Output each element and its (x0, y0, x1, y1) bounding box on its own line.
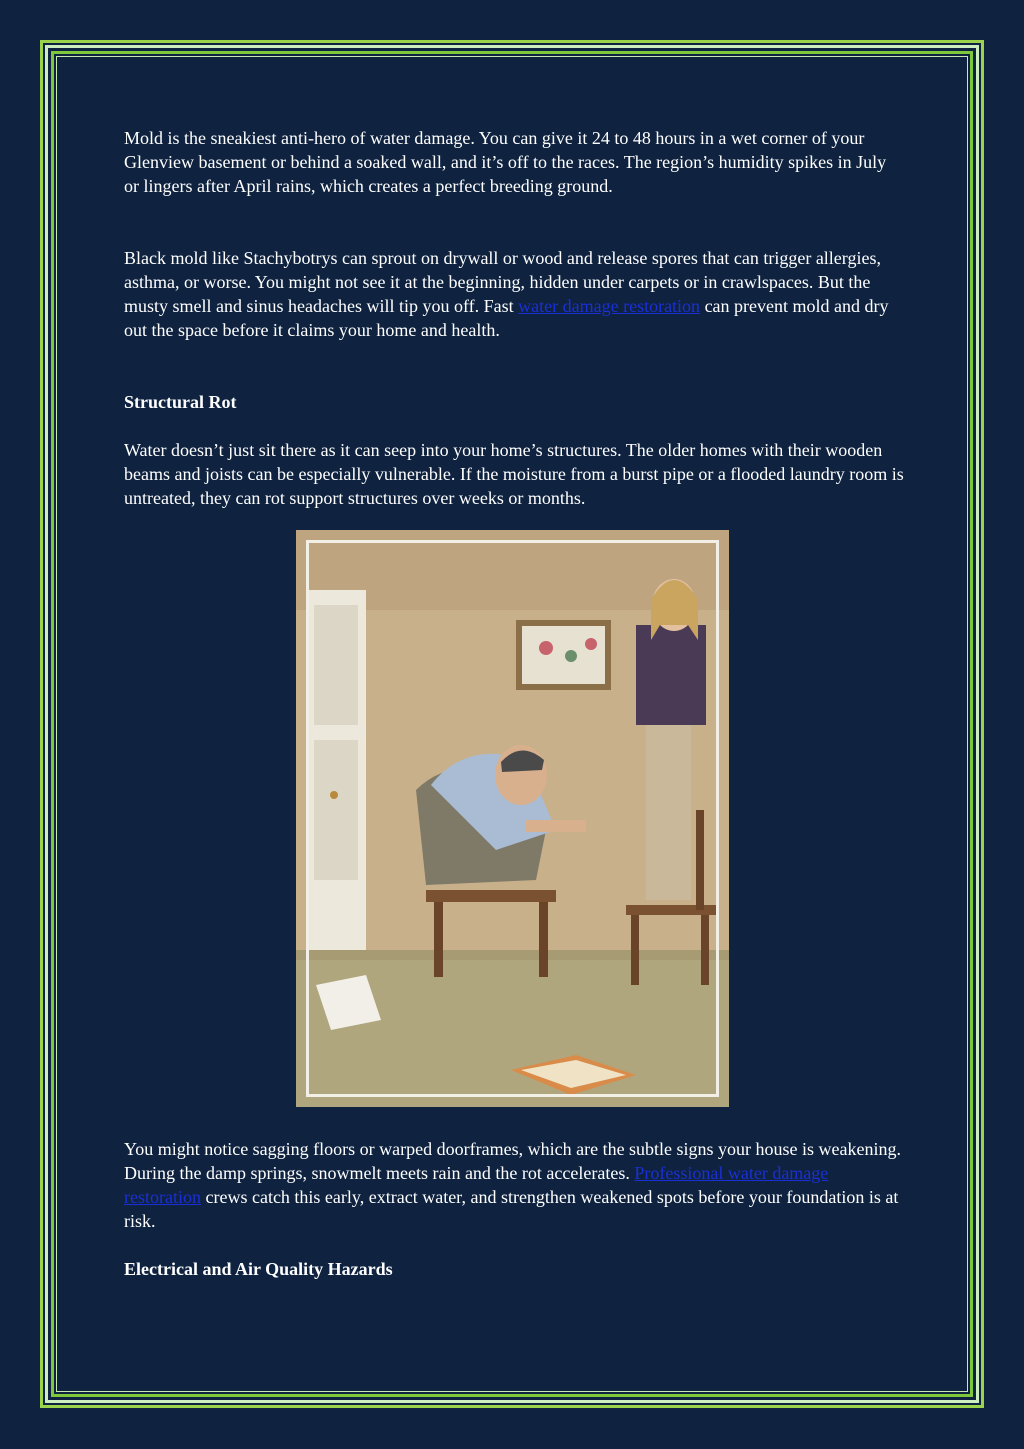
paragraph-black-mold-text: Black mold like Stachybotrys can sprout on drywall or wood and release spores that can trigger allergies, asthma, or worse. You might not see it at the beginning, hidden under carpets or in crawlspaces. But the musty smell and sinus headaches will tip you off. Fast (124, 248, 881, 316)
paragraph-sagging-text: You might notice sagging floors or warped doorframes, which are the subtle signs your house is weakening. During the damp springs, snowmelt meets rain and the rot accelerates. (124, 1139, 902, 1183)
paragraph-sagging (124, 1137, 904, 1233)
heading-structural-rot: Structural Rot (124, 392, 237, 412)
paragraph-water-structures: Water doesn’t just sit there as it can seep into your home’s structures. The older homes with their wooden beams and joists can be especially vulnerable. If the moisture from a burst pipe or a flooded laundry room is untreated, they can rot support structures over weeks or months. (124, 440, 904, 508)
water-damage-restoration-link[interactable]: water damage restoration (518, 296, 701, 316)
paragraph-black-mold (124, 246, 904, 342)
heading-electrical-air-quality: Electrical and Air Quality Hazards (124, 1259, 393, 1279)
paragraph-black-mold-text-end: can prevent mold and dry out the space before it claims your home and health. (124, 296, 889, 340)
flooded-room-photo (296, 530, 729, 1107)
paragraph-mold-intro: Mold is the sneakiest anti-hero of water damage. You can give it 24 to 48 hours in a wet corner of your Glenview basement or behind a soaked wall, and it’s off to the races. The region’s humidity spikes in July or lingers after April rains, which creates a perfect breeding ground. (124, 128, 887, 196)
professional-water-damage-restoration-link[interactable]: Professional water damage restoration (124, 1163, 829, 1207)
flooded-room-illustration (296, 530, 729, 1107)
paragraph-sagging-text-end: crews catch this early, extract water, and strengthen weakened spots before your foundation is at risk. (124, 1187, 899, 1231)
